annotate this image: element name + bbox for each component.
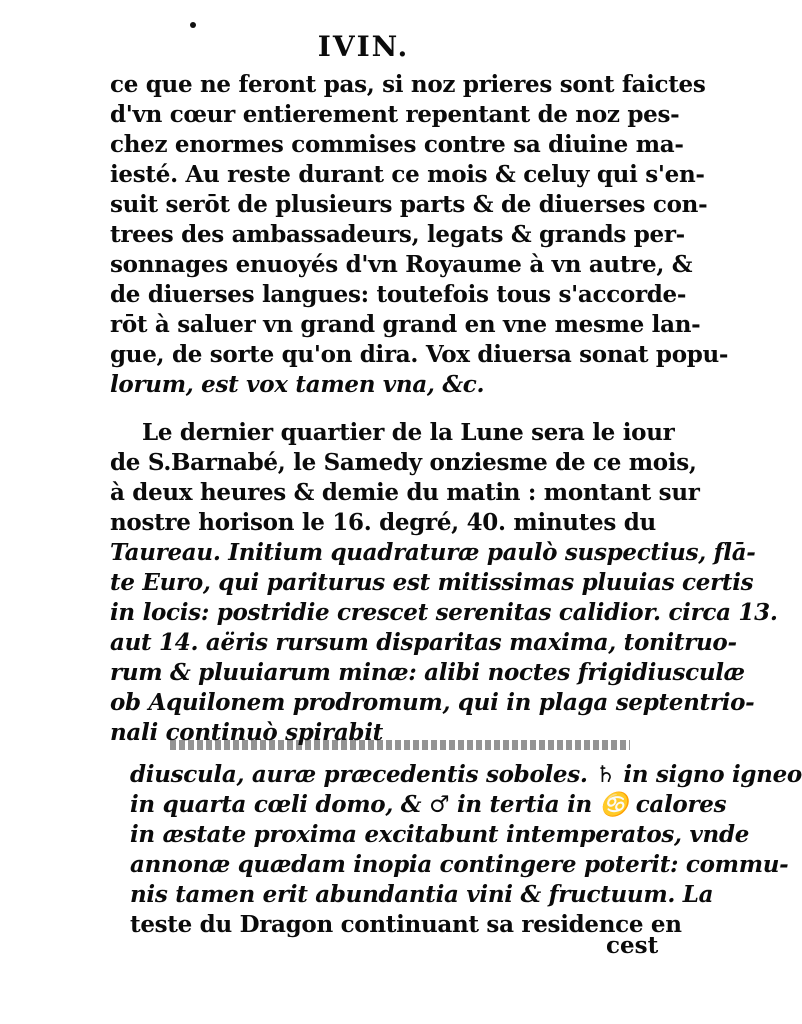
page-header: IVIN.: [317, 30, 410, 63]
text-line: Le dernier quartier de la Lune sera le iour: [142, 419, 675, 446]
text-line: in æstate proxima excitabunt intemperatos, vnde: [130, 821, 750, 848]
text-line: nali continuò spirabit: [110, 719, 383, 746]
text-line: gue, de sorte qu'on dira. Vox diuersa sonat popu-: [110, 341, 729, 368]
text-line: annonæ quædam inopia contingere poterit: commu-: [130, 851, 789, 878]
text-line: de diuerses langues: toutefois tous s'accorde-: [110, 281, 687, 308]
text-line: in quarta cœli domo, & ♂ in tertia in ♋ calores: [130, 791, 727, 818]
text-line: iesté. Au reste durant ce mois & celuy qui s'en-: [110, 161, 705, 188]
text-line: sonnages enuoyés d'vn Royaume à vn autre, &: [110, 251, 693, 278]
text-line: à deux heures & demie du matin : montant sur: [110, 479, 700, 506]
text-line: aut 14. aëris rursum disparitas maxima, tonitruo-: [110, 629, 737, 656]
text-line: rōt à saluer vn grand grand en vne mesme lan-: [110, 311, 701, 338]
text-line: chez enormes commises contre sa diuine ma-: [110, 131, 684, 158]
text-line: diuscula, auræ præcedentis soboles. ♄ in signo igneo: [130, 761, 802, 788]
text-line: nostre horison le 16. degré, 40. minutes du: [110, 509, 656, 536]
text-line: trees des ambassadeurs, legats & grands per-: [110, 221, 685, 248]
torn-print-strip: [170, 740, 630, 750]
text-line: de S.Barnabé, le Samedy onziesme de ce mois,: [110, 449, 697, 476]
text-line: in locis: postridie crescet serenitas calidior. circa 13.: [110, 599, 778, 626]
text-line: Taureau. Initium quadraturæ paulò suspectius, flā-: [110, 539, 756, 566]
text-line: te Euro, qui pariturus est mitissimas pluuias certis: [110, 569, 754, 596]
text-line: nis tamen erit abundantia vini & fructuum. La: [130, 881, 714, 908]
text-line: d'vn cœur entierement repentant de noz pes-: [110, 101, 680, 128]
text-line: teste du Dragon continuant sa residence en: [130, 911, 682, 938]
text-line: ob Aquilonem prodromum, qui in plaga septentrio-: [110, 689, 755, 716]
text-line: lorum, est vox tamen vna, &c.: [110, 371, 485, 398]
text-line: suit serōt de plusieurs parts & de diuerses con-: [110, 191, 708, 218]
text-line: rum & pluuiarum minæ: alibi noctes frigidiusculæ: [110, 659, 745, 686]
catchword: cest: [606, 932, 659, 959]
text-line: ce que ne feront pas, si noz prieres sont faictes: [110, 71, 706, 98]
ink-spot: [190, 22, 196, 28]
